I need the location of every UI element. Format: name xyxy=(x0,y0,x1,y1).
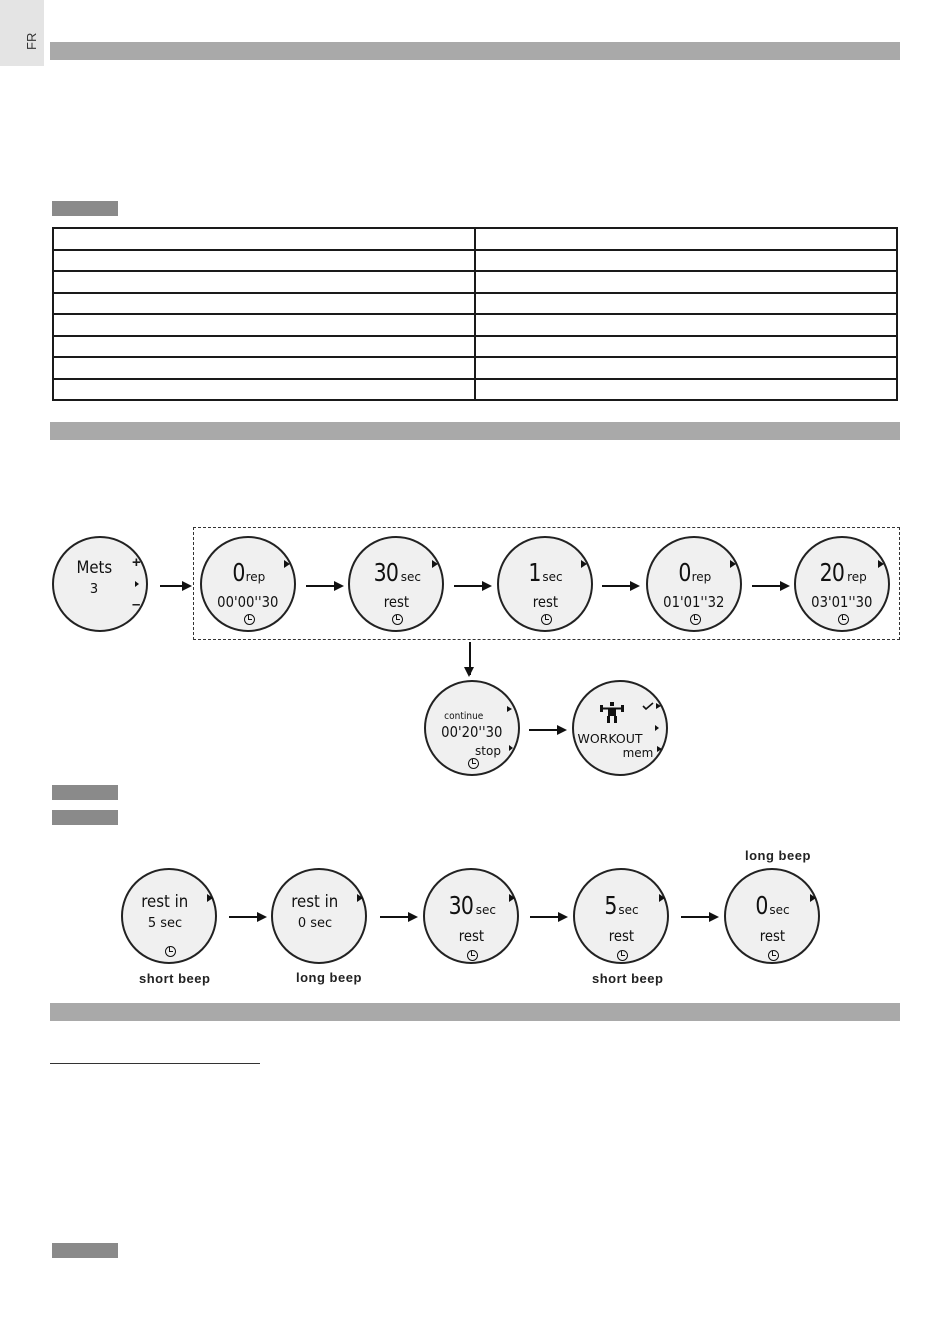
screen-unit: sec xyxy=(400,570,422,584)
rest-countdown-screen-1 xyxy=(121,868,217,964)
screen-unit: sec xyxy=(769,903,790,917)
arrow-right xyxy=(160,585,190,587)
screen-label: rest in xyxy=(291,892,339,912)
screen-main-value: 5 xyxy=(604,891,617,920)
arrow-right xyxy=(752,585,788,587)
arrow-right xyxy=(530,916,566,918)
mets-screen xyxy=(52,536,148,632)
weightlifter-icon xyxy=(599,702,625,724)
beep-label: short beep xyxy=(592,971,664,986)
minus-icon: – xyxy=(132,596,141,613)
screen-label: rest xyxy=(532,593,558,611)
rest-countdown-screen-2 xyxy=(271,868,367,964)
beep-label: long beep xyxy=(745,848,811,863)
screen-unit: sec xyxy=(542,570,563,584)
screen-main-value: 30 xyxy=(448,891,474,920)
section-header-bar-1 xyxy=(50,42,900,60)
play-icon xyxy=(135,581,139,587)
screen-label: rest xyxy=(383,593,409,611)
plus-icon: + xyxy=(132,554,141,571)
screen-label: rest in xyxy=(141,892,189,912)
sub-label-block-1 xyxy=(52,201,118,216)
stopwatch-icon xyxy=(541,614,552,625)
stopwatch-icon xyxy=(165,946,176,957)
watch-screen-3 xyxy=(497,536,593,632)
beep-label: short beep xyxy=(139,971,211,986)
mets-value: 3 xyxy=(89,582,99,597)
watch-screen-5 xyxy=(794,536,890,632)
screen-countdown: 5 sec xyxy=(147,916,183,931)
workout-title: WORKOUT xyxy=(577,731,643,746)
screen-unit: sec xyxy=(475,903,497,917)
arrow-right xyxy=(380,916,416,918)
continue-label: continue xyxy=(444,711,484,722)
stopwatch-icon xyxy=(392,614,403,625)
screen-time: 03'01''30 xyxy=(811,593,873,611)
underline-rule xyxy=(50,1063,260,1064)
watch-screen-2 xyxy=(348,536,444,632)
screen-main-value: 0 xyxy=(232,558,245,587)
rest-screen-1 xyxy=(423,868,519,964)
stop-label: stop xyxy=(475,744,501,758)
table-row xyxy=(53,271,897,293)
stopwatch-icon xyxy=(244,614,255,625)
rest-screen-3 xyxy=(724,868,820,964)
arrow-right xyxy=(602,585,638,587)
screen-time: 00'00''30 xyxy=(217,593,279,611)
play-icon xyxy=(657,746,662,752)
section-header-bar-3 xyxy=(50,1003,900,1021)
table-row xyxy=(53,336,897,358)
sub-label-block-4 xyxy=(52,1243,118,1258)
stopwatch-icon xyxy=(468,758,479,769)
beep-label: long beep xyxy=(296,970,362,985)
stopwatch-icon xyxy=(690,614,701,625)
screen-time: 01'01''32 xyxy=(663,593,725,611)
stopwatch-icon xyxy=(467,950,478,961)
arrow-down xyxy=(469,642,471,675)
stopwatch-icon xyxy=(768,950,779,961)
section-header-bar-2 xyxy=(50,422,900,440)
screen-label: rest xyxy=(458,927,484,945)
watch-screen-1 xyxy=(200,536,296,632)
screen-main-value: 1 xyxy=(528,558,541,587)
rest-screen-2 xyxy=(573,868,669,964)
table-row xyxy=(53,250,897,272)
mets-title: Mets xyxy=(76,558,112,578)
screen-main-value: 0 xyxy=(755,891,768,920)
play-icon xyxy=(656,703,661,709)
mem-label: mem xyxy=(622,746,654,760)
screen-unit: sec xyxy=(618,903,639,917)
table-row xyxy=(53,293,897,315)
sub-label-block-3 xyxy=(52,810,118,825)
play-icon xyxy=(509,745,513,751)
table-row xyxy=(53,228,897,250)
settings-table xyxy=(52,227,898,401)
play-icon xyxy=(507,706,512,712)
table-row xyxy=(53,379,897,401)
arrow-right xyxy=(529,729,565,731)
screen-main-value: 20 xyxy=(819,558,845,587)
check-icon xyxy=(642,702,654,710)
screen-unit: rep xyxy=(691,570,712,584)
screen-label: rest xyxy=(608,927,634,945)
screen-countdown: 0 sec xyxy=(297,916,333,931)
watch-screen-4 xyxy=(646,536,742,632)
pause-screen xyxy=(424,680,520,776)
arrow-right xyxy=(454,585,490,587)
screen-label: rest xyxy=(759,927,785,945)
stopwatch-icon xyxy=(838,614,849,625)
table-row xyxy=(53,314,897,336)
stopwatch-icon xyxy=(617,950,628,961)
arrow-right xyxy=(229,916,265,918)
pause-time: 00'20''30 xyxy=(441,723,503,741)
screen-main-value: 0 xyxy=(678,558,691,587)
screen-unit: rep xyxy=(847,570,867,584)
language-label: FR xyxy=(24,32,39,50)
sub-label-block-2 xyxy=(52,785,118,800)
screen-unit: rep xyxy=(245,570,266,584)
language-tab xyxy=(0,0,44,66)
screen-main-value: 30 xyxy=(373,558,399,587)
workout-screen xyxy=(572,680,668,776)
arrow-right xyxy=(306,585,342,587)
arrow-right xyxy=(681,916,717,918)
table-row xyxy=(53,357,897,379)
